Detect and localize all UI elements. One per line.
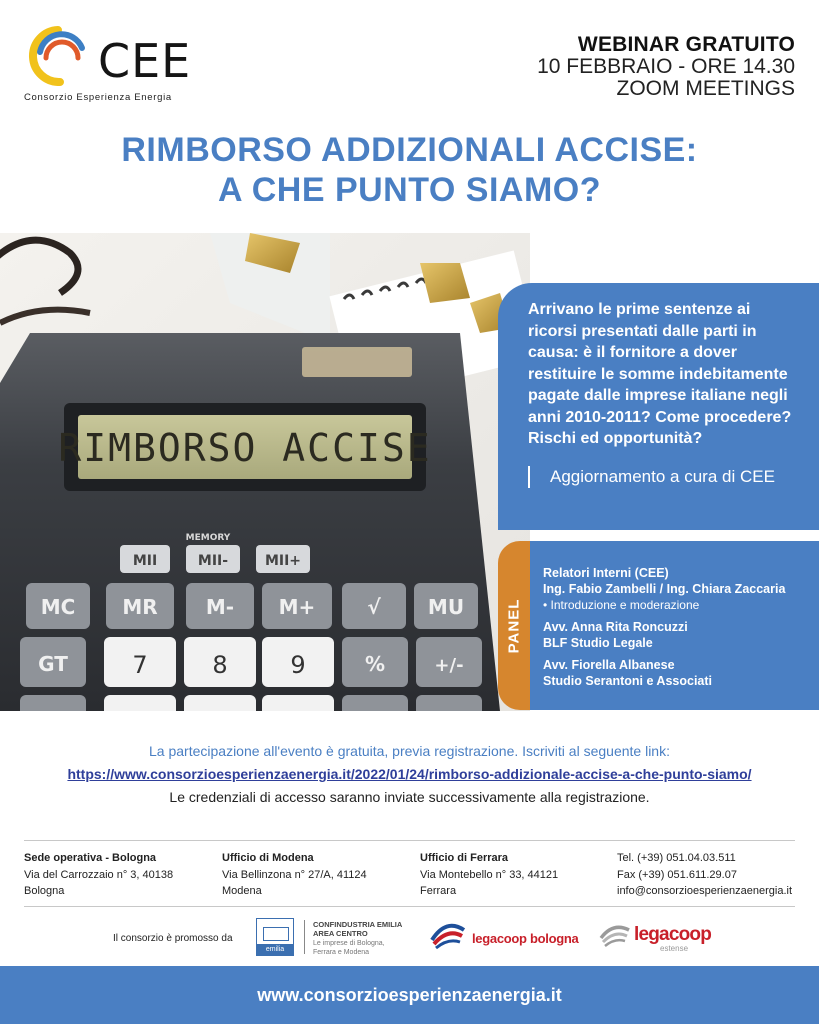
office-title: Ufficio di Ferrara [420,852,509,864]
legacoop-bologna-icon [428,920,468,954]
key-mii-plus: MII+ [264,553,302,569]
key-gt: GT [38,652,68,676]
divider-top [24,840,795,841]
confindustria-title-2: AREA CENTRO [313,929,368,938]
key-plus-minus: +/- [434,655,464,676]
title-line-2: A CHE PUNTO SIAMO? [217,171,602,209]
key-m-minus: M- [205,595,235,619]
key-mr: MR [122,595,158,619]
confindustria-title-1: CONFINDUSTRIA EMILIA [313,920,403,929]
office-address: Via del Carrozzaio n° 3, 40138 [24,868,174,881]
registration-intro: La partecipazione all'evento è gratuita, previa registrazione. Iscriviti al seguente link: [149,743,670,759]
promoters-label: Il consorzio è promosso da [113,933,233,944]
calculator-photo [0,233,530,711]
contact-phone: Tel. (+39) 051.04.03.511 [617,852,736,864]
key-7: 7 [132,651,148,679]
webinar-info [537,34,795,100]
webinar-platform: ZOOM MEETINGS [616,77,795,101]
key-sqrt: √ [367,595,381,619]
panel-label: PANEL [505,598,523,653]
confindustria-sub-2: Ferrara e Modena [313,949,370,956]
registration-section [0,740,819,809]
logo-wordmark: CEE [98,34,192,88]
office-modena [222,850,367,900]
panel-group-title: Relatori Interni (CEE) [543,566,669,580]
webinar-title: WEBINAR GRATUITO [577,33,795,56]
registration-link[interactable]: https://www.consorzioesperienzaenergia.it/2022/01/24/rimborso-addizionale-accise-a-che-punto-siamo/ [67,766,752,782]
contact-fax: Fax (+39) 051.611.29.07 [617,868,737,881]
key-9: 9 [290,651,306,679]
office-title: Sede operativa - Bologna [24,852,157,864]
legacoop-estense-text: legacoop [634,924,712,945]
office-city: Ferrara [420,885,457,897]
legacoop-estense-icon [598,920,632,950]
key-mc: MC [40,595,76,619]
webinar-date: 10 FEBBRAIO - ORE 14.30 [537,55,795,79]
info-question: Arrivano le prime sentenze ai ricorsi presentati dalle parti in causa: è il fornitore a dover restituire le somme indebitamente pagate dalle imprese italiane negli anni 2010-2011? Come procedere? Rischi ed opportunità? [528,301,792,447]
speaker-3-name: Avv. Fiorella Albanese [543,658,675,672]
key-mii: MII [132,553,158,569]
legacoop-estense-sub: estense [660,944,689,953]
speaker-2-name: Avv. Anna Rita Roncuzzi [543,620,688,634]
confindustria-sub-1: Le imprese di Bologna, [313,940,385,947]
office-bologna [24,850,173,900]
legacoop-estense-logo [598,920,718,956]
panel-label-strip [498,541,530,710]
key-8: 8 [212,651,228,679]
internal-speakers-role: • Introduzione e moderazione [543,598,700,612]
office-address: Via Montebello n° 33, 44121 [420,868,559,881]
office-city: Modena [222,885,262,897]
key-m-plus: M+ [278,595,316,619]
speaker-3-org: Studio Serantoni e Associati [543,674,713,688]
info-card [498,283,819,530]
legacoop-bologna-text: legacoop bologna [472,931,579,946]
divider-bottom [24,906,795,907]
confindustria-badge-text: emilia [257,944,293,955]
legacoop-bologna-logo [428,920,578,954]
logo-subtitle: Consorzio Esperienza Energia [24,92,172,103]
title-line-1: RIMBORSO ADDIZIONALI ACCISE: [121,131,698,169]
footer-website[interactable]: www.consorzioesperienzaenergia.it [0,966,819,1024]
confindustria-badge [256,918,294,956]
office-address: Via Bellinzona n° 27/A, 41124 [222,868,367,881]
confindustria-logo [256,918,403,958]
key-mii-minus: MII- [197,553,229,569]
update-note: Aggiornamento a cura di CEE [528,466,799,488]
panel-speakers [530,541,819,710]
memory-label: MEMORY [185,533,231,543]
calculator-display-text: RIMBORSO ACCISE [58,426,432,470]
page-title [0,130,819,210]
registration-note: Le credenziali di accesso saranno inviate successivamente alla registrazione. [169,789,650,805]
office-title: Ufficio di Modena [222,852,314,864]
key-percent: % [364,652,386,676]
office-ferrara [420,850,558,900]
internal-speakers: Ing. Fabio Zambelli / Ing. Chiara Zaccaria [543,582,786,596]
cee-logo-icon [24,22,94,86]
cee-logo [24,22,224,106]
speaker-2-org: BLF Studio Legale [543,636,653,650]
contact-email[interactable]: info@consorzioesperienzaenergia.it [617,885,793,897]
contacts [617,850,792,900]
key-mu: MU [427,595,465,619]
office-city: Bologna [24,885,65,897]
